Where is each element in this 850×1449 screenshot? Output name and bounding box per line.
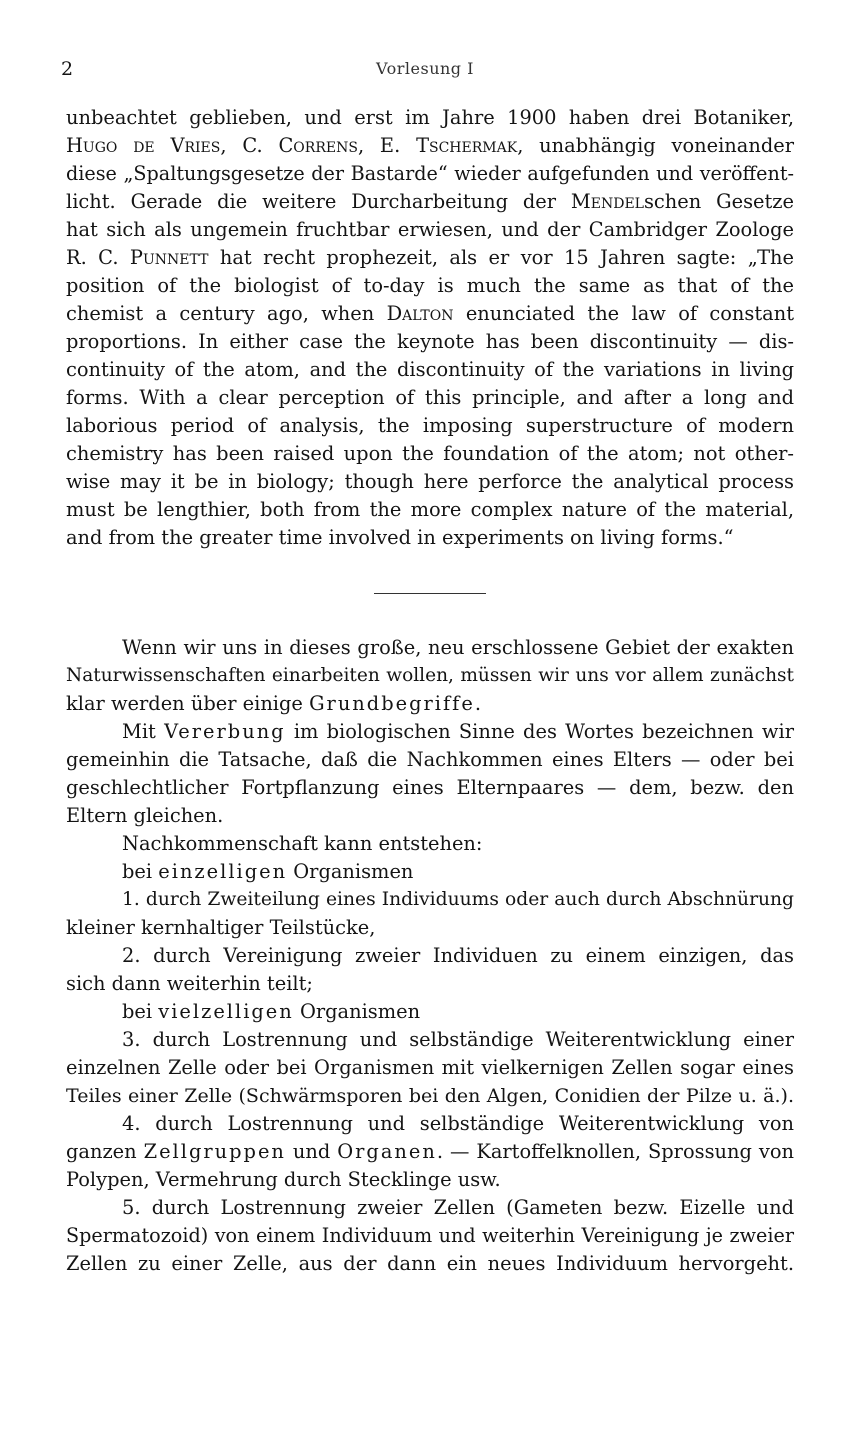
text-line: laborious period of analysis, the imposing superstructure of modern (66, 414, 794, 437)
text-fragment: bei (122, 860, 159, 883)
text-fragment: hat recht prophezeit, als er vor 15 Jahren sagte: „The (208, 246, 794, 269)
text-fragment: chemist a century ago, when (66, 302, 387, 325)
text-fragment: Mit (122, 720, 165, 743)
text-line: diese „Spaltungsgesetze der Bastarde“ wieder aufgefunden und veröffent- (66, 162, 794, 185)
text-line (66, 718, 794, 746)
list-item-line: Teiles einer Zelle (Schwärmsporen bei den Algen, Conidien der Pilze u. ä.). (66, 1085, 794, 1107)
text-line (66, 132, 794, 160)
text-fragment: enunciated the law of constant (453, 302, 794, 325)
list-item-line: 5. durch Lostrennung zweier Zellen (Gameten bezw. Eizelle und (122, 1196, 794, 1219)
list-item-line: kleiner kernhaltiger Teilstücke, (66, 916, 376, 939)
quotation-block (66, 104, 794, 552)
list-item-line: 4. durch Lostrennung und selbständige Weiterentwicklung von (122, 1112, 794, 1135)
page-number: 2 (61, 58, 74, 80)
list-item-line: Polypen, Vermehrung durch Stecklinge usw. (66, 1168, 501, 1191)
text-line: continuity of the atom, and the discontinuity of the variations in living (66, 358, 794, 381)
text-line (66, 300, 794, 328)
emphasized-term: Vererbung (164, 720, 286, 743)
text-line: proportions. In either case the keynote has been discontinuity — dis- (66, 330, 794, 353)
list-item-line: Spermatozoid) von einem Individuum und weiterhin Vereinigung je zweier (66, 1224, 794, 1247)
text-fragment: , unabhängig voneinander (517, 134, 794, 157)
text-fragment: Organismen (293, 1000, 421, 1023)
text-line: and from the greater time involved in experiments on living forms.“ (66, 526, 734, 549)
text-line (66, 690, 794, 718)
text-line: Naturwissenschaften einarbeiten wollen, müssen wir uns vor allem zunächst (66, 665, 794, 686)
text-line: forms. With a clear perception of this principle, and after a long and (66, 386, 794, 409)
emphasized-term: Organen (337, 1140, 437, 1163)
author-name: Dalton (386, 302, 454, 325)
text-fragment: . — Kartoffelknollen, Sprossung von (436, 1140, 794, 1163)
text-fragment: , C. (220, 134, 279, 157)
emphasized-term: einzelligen (158, 860, 288, 883)
text-line: Nachkommenschaft kann entstehen: (122, 832, 483, 855)
list-item-line: einzelnen Zelle oder bei Organismen mit vielkernigen Zellen sogar eines (66, 1056, 794, 1079)
text-line (66, 244, 794, 272)
text-fragment: ganzen (66, 1140, 144, 1163)
text-line: unbeachtet geblieben, und erst im Jahre 1900 haben drei Botaniker, (66, 106, 794, 129)
author-name: Hugo de Vries (66, 134, 221, 157)
text-line: chemistry has been raised upon the foundation of the atom; not other- (66, 442, 794, 465)
text-line: wise may it be in biology; though here perforce the analytical process (66, 470, 794, 493)
text-fragment: licht. Gerade die weitere Durcharbeitung der (66, 190, 571, 213)
list-item-line: Zellen zu einer Zelle, aus der dann ein neues Individuum hervorgeht. (66, 1252, 794, 1275)
list-item-line: sich dann weiterhin teilt; (66, 972, 313, 995)
text-line: hat sich als ungemein fruchtbar erwiesen, und der Cambridger Zoologe (66, 218, 794, 241)
text-fragment: klar werden über einige (66, 692, 310, 715)
text-fragment: im biologischen Sinne des Wortes bezeichnen wir (285, 720, 794, 743)
text-fragment: und (285, 1140, 338, 1163)
section-divider (374, 593, 486, 594)
text-line: gemeinhin die Tatsache, daß die Nachkommen eines Elters — oder bei (66, 748, 794, 771)
emphasized-term: Grundbegriffe (309, 692, 475, 715)
list-item-line (66, 1138, 794, 1166)
text-line: Eltern gleichen. (66, 804, 224, 827)
list-item-line: 1. durch Zweiteilung eines Individuums oder auch durch Abschnürung (122, 889, 794, 910)
text-line: Wenn wir uns in dieses große, neu erschlossene Gebiet der exakten (122, 636, 794, 659)
list-item-line: 2. durch Vereinigung zweier Individuen zu einem einzigen, das (122, 944, 794, 967)
emphasized-term: Zellgruppen (143, 1140, 286, 1163)
text-fragment: . (474, 692, 481, 715)
running-title: Vorlesung I (376, 59, 474, 78)
author-name: Tschermak (416, 134, 518, 157)
text-line: must be lengthier, both from the more complex nature of the material, (66, 498, 794, 521)
body-block (66, 634, 794, 1278)
author-name: Mendel (570, 190, 644, 213)
emphasized-term: vielzelligen (158, 1000, 294, 1023)
text-fragment: , E. (357, 134, 417, 157)
text-fragment: R. C. (66, 246, 130, 269)
text-line (66, 998, 794, 1026)
author-name: Punnett (129, 246, 209, 269)
text-line: geschlechtlicher Fortpflanzung eines Elternpaares — dem, bezw. den (66, 776, 794, 799)
text-line: position of the biologist of to-day is much the same as that of the (66, 274, 794, 297)
list-item-line: 3. durch Lostrennung und selbständige Weiterentwicklung einer (122, 1028, 794, 1051)
text-fragment: schen Gesetze (643, 190, 794, 213)
author-name: Correns (278, 134, 358, 157)
text-line (66, 188, 794, 216)
text-fragment: Organismen (287, 860, 414, 883)
text-fragment: bei (122, 1000, 159, 1023)
text-line (66, 858, 794, 886)
